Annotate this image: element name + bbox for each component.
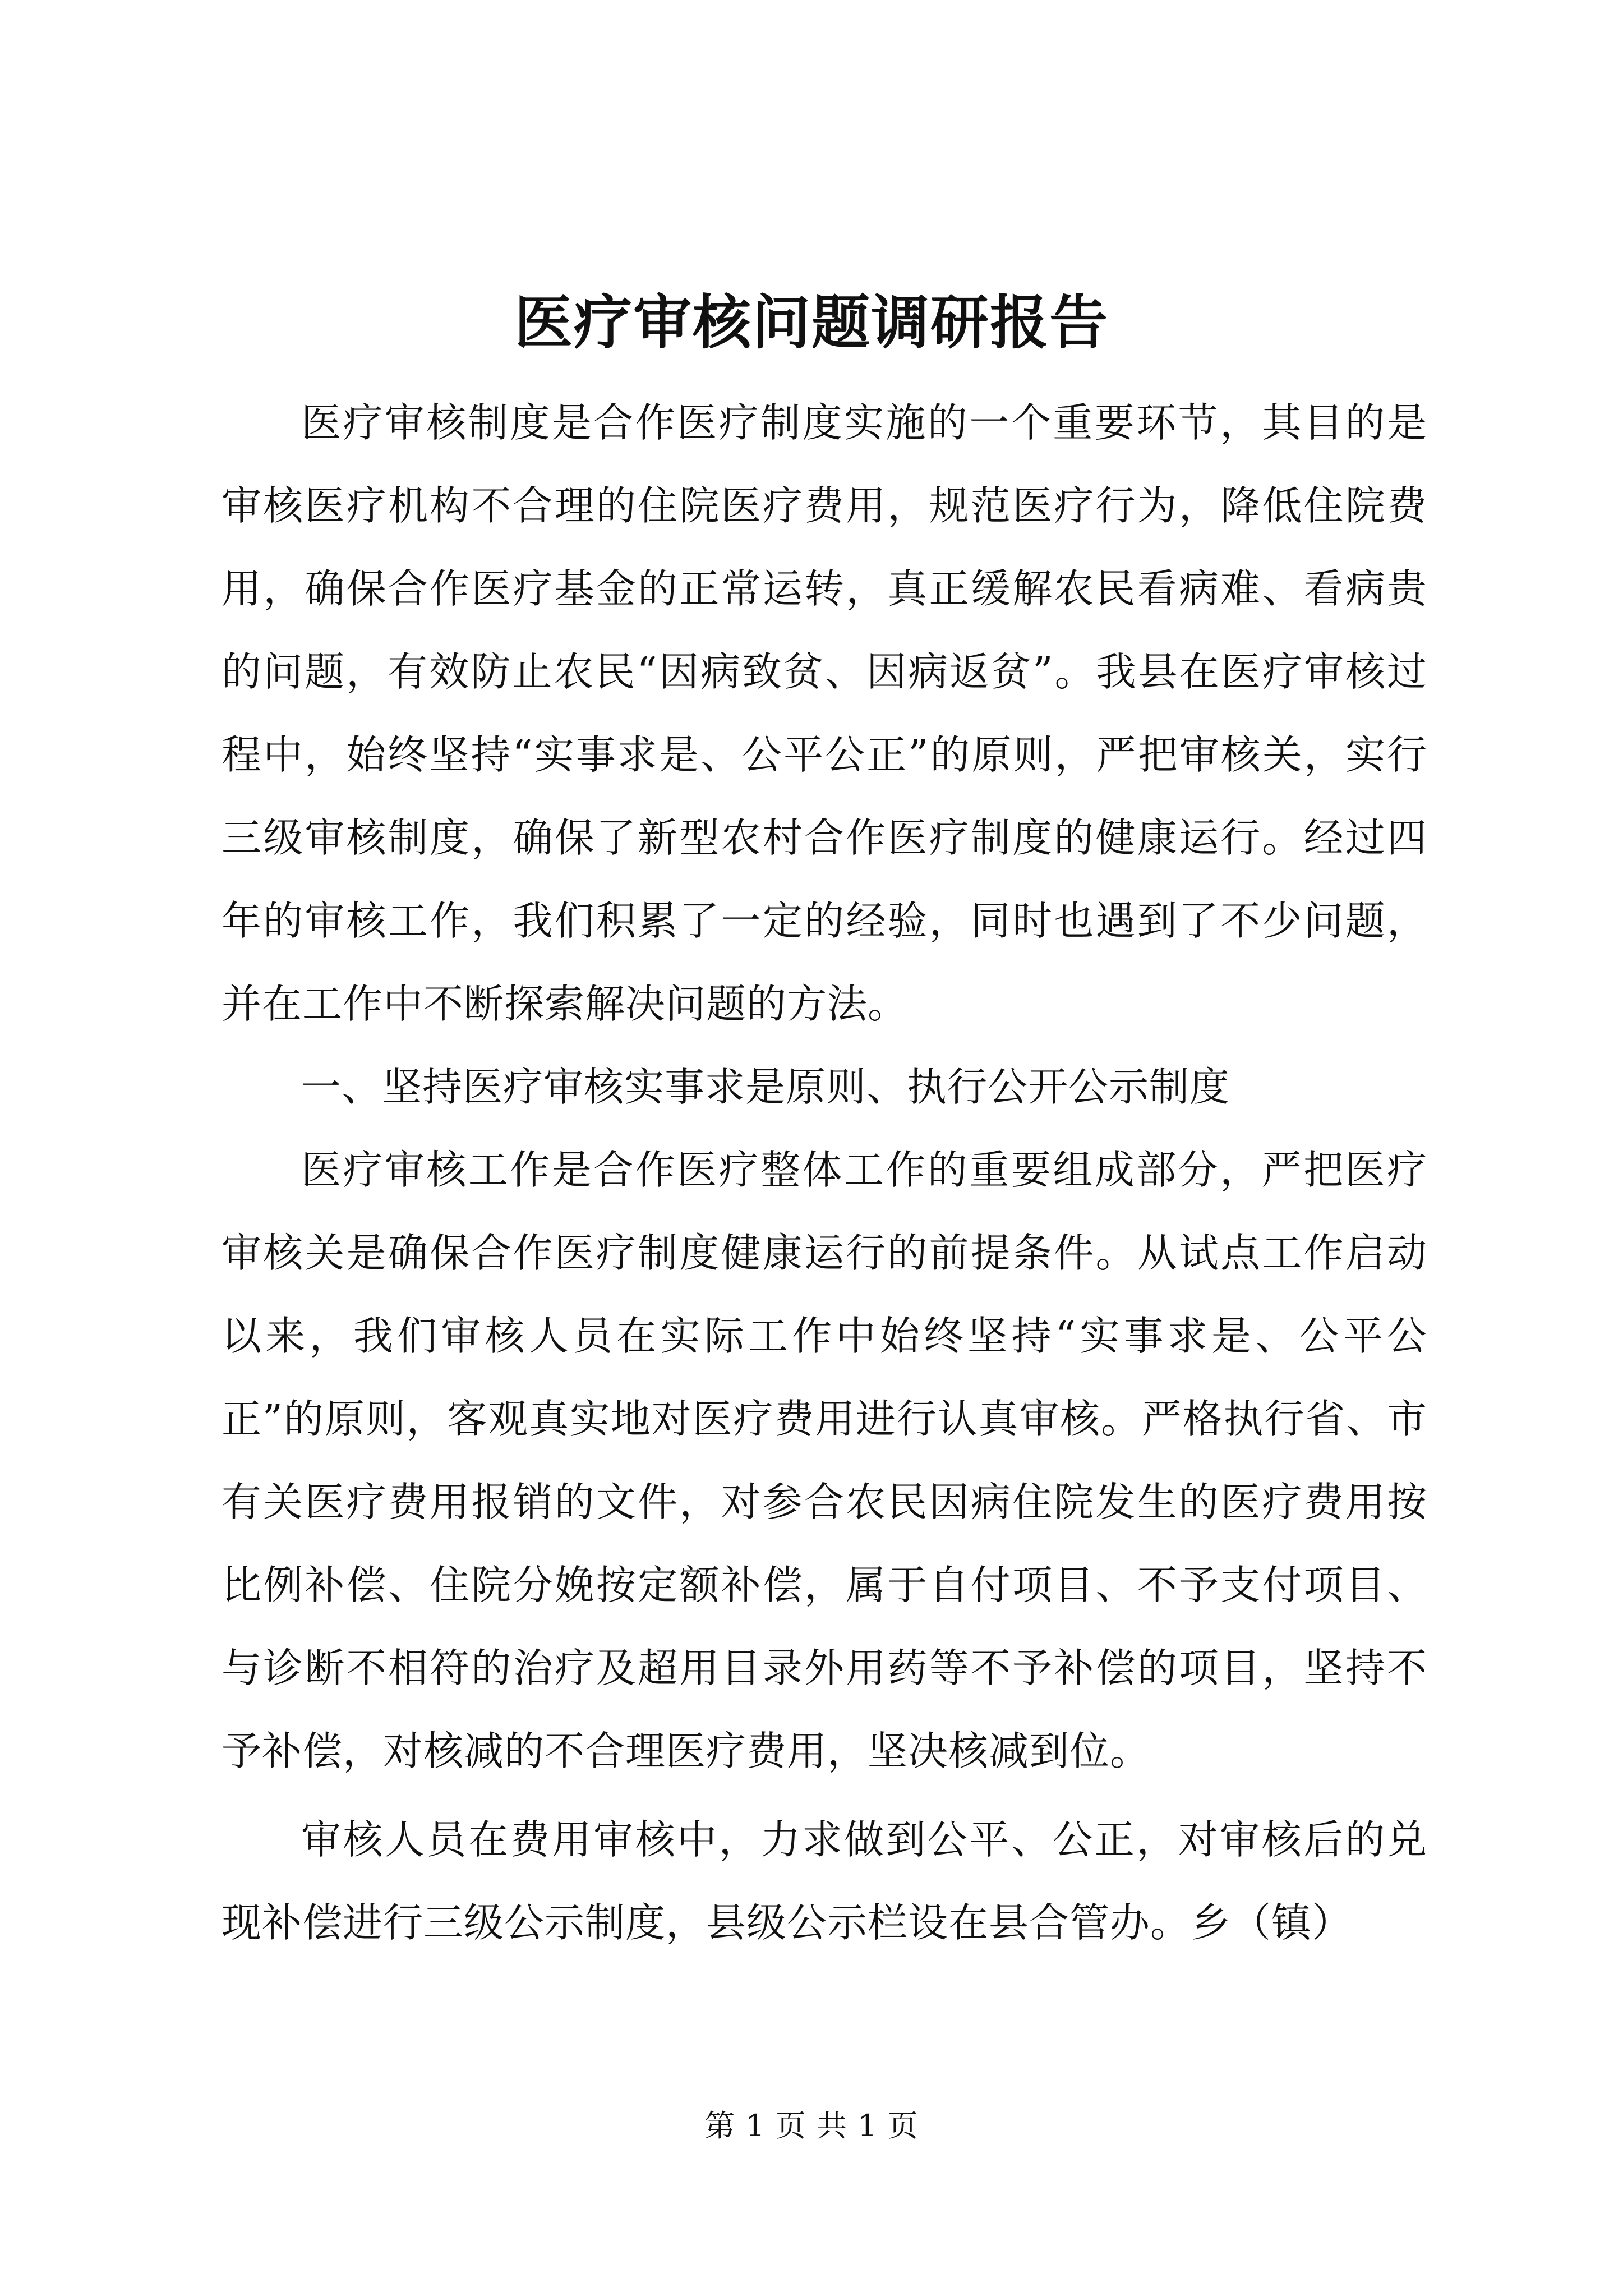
document-body (222, 381, 1427, 1964)
page-footer: 第 1 页 共 1 页 (704, 2108, 919, 2143)
paragraph-intro: 医疗审核制度是合作医疗制度实施的一个重要环节，其目的是审核医疗机构不合理的住院医疗费用，规范医疗行为，降低住院费用，确保合作医疗基金的正常运转，真正缓解农民看病难、看病贵的问题，有效防止农民“因病致贫、因病返贫”。我县在医疗审核过程中，始终坚持“实事求是、公平公正”的原则，严把审核关，实行三级审核制度，确保了新型农村合作医疗制度的健康运行。经过四年的审核工作，我们积累了一定的经验，同时也遇到了不少问题，并在工作中不断探索解决问题的方法。 (222, 399, 1427, 1027)
section-heading-1: 一、坚持医疗审核实事求是原则、执行公开公示制度 (301, 1064, 1230, 1110)
paragraph-publicity: 审核人员在费用审核中，力求做到公平、公正，对审核后的兑现补偿进行三级公示制度，县级公示栏设在县合管办。乡（镇） (222, 1816, 1427, 1946)
paragraph-gap (222, 1793, 1427, 1798)
document-title: 医疗审核问题调研报告 (514, 288, 1109, 357)
paragraph-section-1: 医疗审核工作是合作医疗整体工作的重要组成部分，严把医疗审核关是确保合作医疗制度健康运行的前提条件。从试点工作启动以来，我们审核人员在实际工作中始终坚持“实事求是、公平公正”的原则，客观真实地对医疗费用进行认真审核。严格执行省、市有关医疗费用报销的文件，对参合农民因病住院发生的医疗费用按比例补偿、住院分娩按定额补偿，属于自付项目、不予支付项目、与诊断不相符的治疗及超用目录外用药等不予补偿的项目，坚持不予补偿，对核减的不合理医疗费用，坚决核减到位。 (222, 1147, 1427, 1774)
